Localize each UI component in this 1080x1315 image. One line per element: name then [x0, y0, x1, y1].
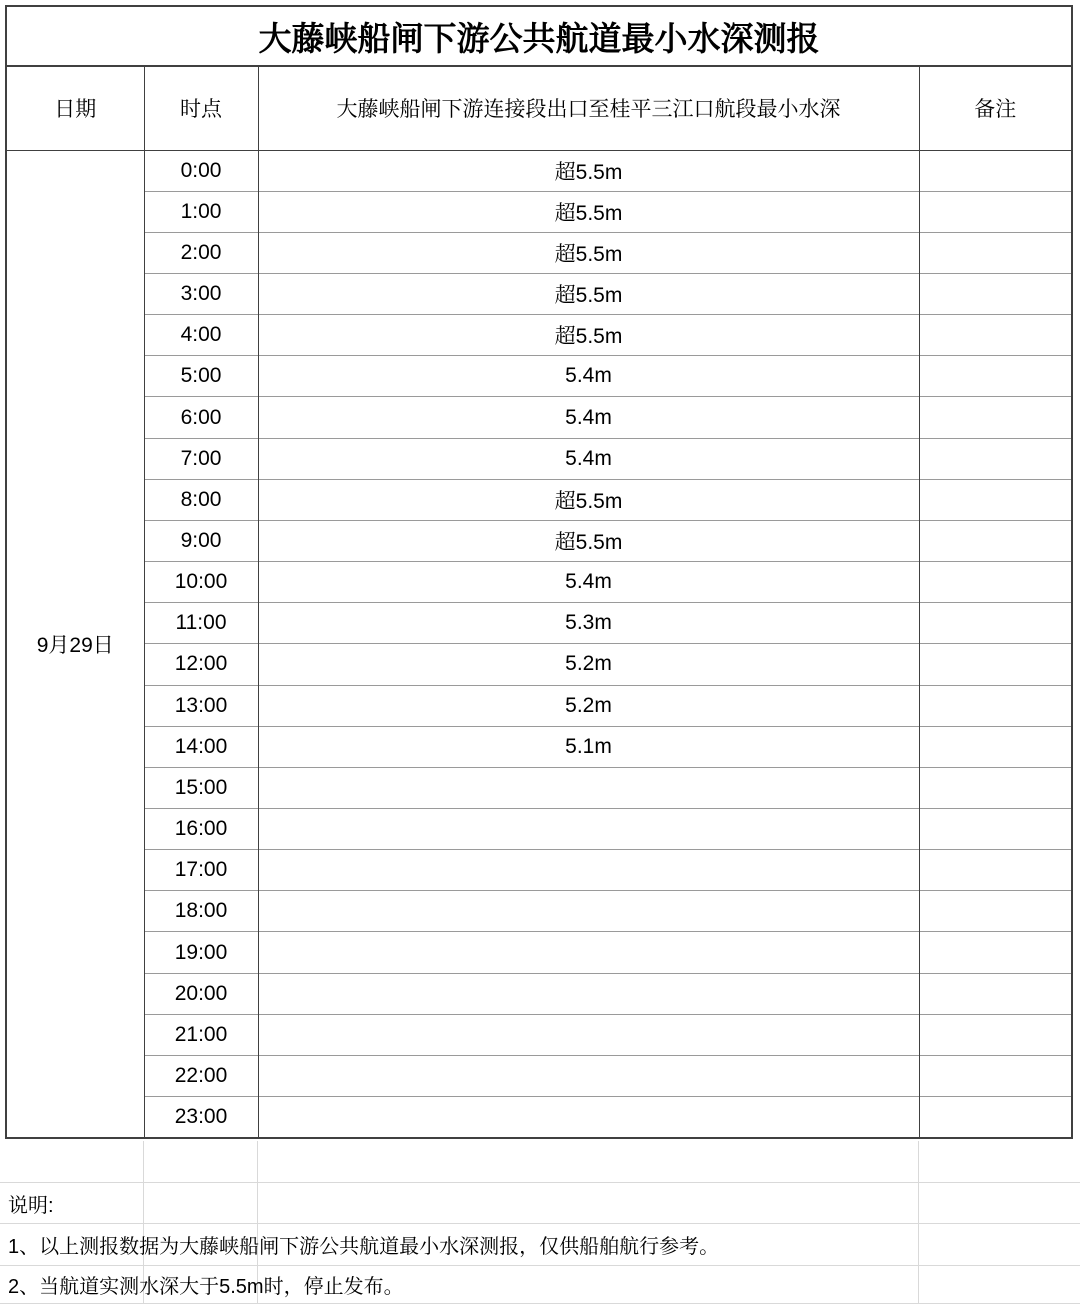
depth-cell	[258, 809, 919, 850]
remark-cell	[919, 438, 1072, 479]
col-header-remark: 备注	[919, 66, 1072, 150]
title-row	[6, 6, 1072, 66]
table-row	[6, 685, 1072, 726]
depth-cell	[258, 767, 919, 808]
remark-cell	[919, 150, 1072, 191]
time-cell: 3:00	[144, 273, 258, 314]
remark-cell	[919, 603, 1072, 644]
time-cell: 11:00	[144, 603, 258, 644]
col-header-time: 时点	[144, 66, 258, 150]
time-cell: 23:00	[144, 1097, 258, 1138]
notes-label-row	[0, 1183, 1080, 1224]
table-row	[6, 1097, 1072, 1138]
remark-cell	[919, 809, 1072, 850]
depth-cell: 5.3m	[258, 603, 919, 644]
remark-cell	[919, 767, 1072, 808]
time-cell: 15:00	[144, 767, 258, 808]
time-cell: 16:00	[144, 809, 258, 850]
remark-cell	[919, 191, 1072, 232]
depth-cell: 5.1m	[258, 726, 919, 767]
table-row	[6, 767, 1072, 808]
remark-cell	[919, 520, 1072, 561]
depth-cell: 5.4m	[258, 438, 919, 479]
table-row	[6, 1014, 1072, 1055]
table-row	[6, 891, 1072, 932]
table-row	[6, 273, 1072, 314]
remark-cell	[919, 562, 1072, 603]
time-cell: 5:00	[144, 356, 258, 397]
remark-cell	[919, 1097, 1072, 1138]
depth-cell: 超5.5m	[258, 315, 919, 356]
spacer-row	[0, 1141, 1080, 1183]
column-header-row	[6, 66, 1072, 150]
time-cell: 8:00	[144, 479, 258, 520]
table-row	[6, 562, 1072, 603]
depth-cell	[258, 1055, 919, 1096]
note-item-1-text: 1、以上测报数据为大藤峡船闸下游公共航道最小水深测报，仅供船舶航行参考。	[8, 1236, 720, 1258]
time-cell: 17:00	[144, 850, 258, 891]
depth-cell: 超5.5m	[258, 191, 919, 232]
note-item-1	[0, 1224, 1080, 1266]
col-header-depth: 大藤峡船闸下游连接段出口至桂平三江口航段最小水深	[258, 66, 919, 150]
depth-cell	[258, 973, 919, 1014]
time-cell: 12:00	[144, 644, 258, 685]
depth-cell	[258, 932, 919, 973]
remark-cell	[919, 232, 1072, 273]
remark-cell	[919, 726, 1072, 767]
depth-cell	[258, 891, 919, 932]
remark-cell	[919, 644, 1072, 685]
notes-label: 说明:	[8, 1194, 54, 1217]
table-body	[6, 150, 1072, 1138]
page-title: 大藤峡船闸下游公共航道最小水深测报	[6, 6, 1072, 66]
date-cell: 9月29日	[36, 633, 114, 657]
table-row	[6, 973, 1072, 1014]
remark-cell	[919, 932, 1072, 973]
time-cell: 13:00	[144, 685, 258, 726]
table-row	[6, 438, 1072, 479]
table-row	[6, 191, 1072, 232]
remark-cell	[919, 479, 1072, 520]
table-row	[6, 809, 1072, 850]
time-cell: 18:00	[144, 891, 258, 932]
remark-cell	[919, 973, 1072, 1014]
table-row	[6, 397, 1072, 438]
remark-cell	[919, 685, 1072, 726]
depth-cell: 超5.5m	[258, 273, 919, 314]
time-cell: 22:00	[144, 1055, 258, 1096]
depth-cell	[258, 1014, 919, 1055]
remark-cell	[919, 850, 1072, 891]
table-row	[6, 232, 1072, 273]
table-row	[6, 479, 1072, 520]
table-row	[6, 150, 1072, 191]
depth-cell: 5.2m	[258, 644, 919, 685]
depth-cell: 5.2m	[258, 685, 919, 726]
time-cell: 14:00	[144, 726, 258, 767]
time-cell: 19:00	[144, 932, 258, 973]
time-cell: 9:00	[144, 520, 258, 561]
depth-cell: 5.4m	[258, 562, 919, 603]
remark-cell	[919, 356, 1072, 397]
time-cell: 2:00	[144, 232, 258, 273]
table-row	[6, 315, 1072, 356]
note-item-2-text: 2、当航道实测水深大于5.5m时，停止发布。	[8, 1276, 404, 1298]
depth-cell	[258, 1097, 919, 1138]
note-item-2	[0, 1266, 1080, 1304]
time-cell: 7:00	[144, 438, 258, 479]
depth-cell	[258, 850, 919, 891]
table-row	[6, 1055, 1072, 1096]
remark-cell	[919, 273, 1072, 314]
notes-section	[0, 1141, 1080, 1304]
depth-cell: 5.4m	[258, 397, 919, 438]
remark-cell	[919, 1014, 1072, 1055]
depth-cell: 超5.5m	[258, 150, 919, 191]
time-cell: 1:00	[144, 191, 258, 232]
depth-report-table	[5, 5, 1073, 1139]
time-cell: 0:00	[144, 150, 258, 191]
time-cell: 21:00	[144, 1014, 258, 1055]
table-row	[6, 850, 1072, 891]
depth-cell: 超5.5m	[258, 520, 919, 561]
time-cell: 20:00	[144, 973, 258, 1014]
table-row	[6, 932, 1072, 973]
time-cell: 6:00	[144, 397, 258, 438]
table-row	[6, 726, 1072, 767]
remark-cell	[919, 1055, 1072, 1096]
table-row	[6, 520, 1072, 561]
table-row	[6, 356, 1072, 397]
depth-cell: 超5.5m	[258, 232, 919, 273]
depth-cell: 5.4m	[258, 356, 919, 397]
remark-cell	[919, 315, 1072, 356]
time-cell: 4:00	[144, 315, 258, 356]
table-row	[6, 603, 1072, 644]
depth-cell: 超5.5m	[258, 479, 919, 520]
table-row	[6, 644, 1072, 685]
col-header-date: 日期	[6, 66, 144, 150]
time-cell: 10:00	[144, 562, 258, 603]
remark-cell	[919, 397, 1072, 438]
remark-cell	[919, 891, 1072, 932]
